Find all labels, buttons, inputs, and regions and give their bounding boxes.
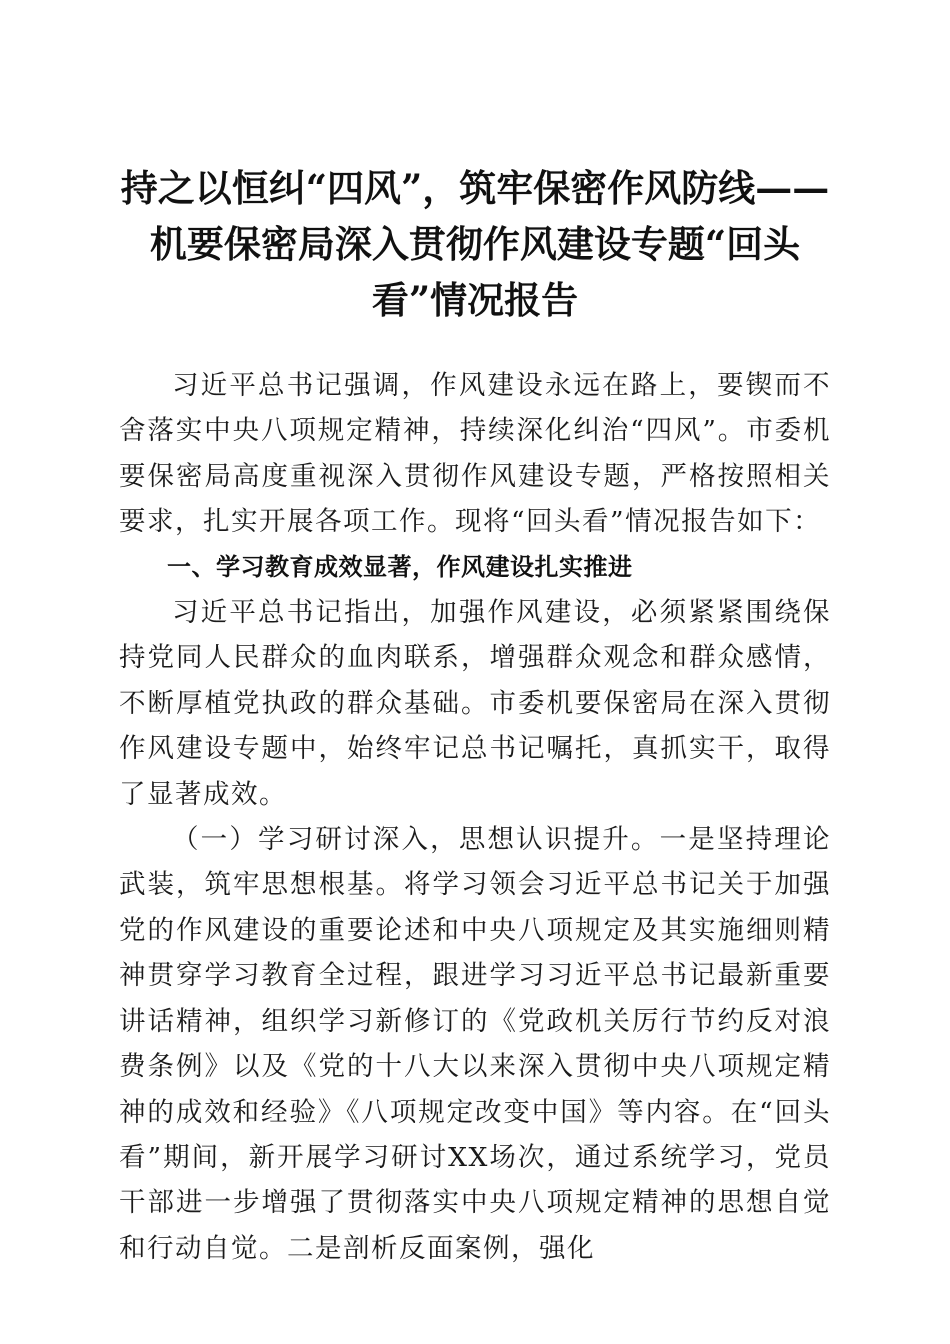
section-1-paragraph: 习近平总书记指出，加强作风建设，必须紧紧围绕保持党同人民群众的血肉联系，增强群众观念和群众感情，不断厚植党执政的群众基础。市委机要保密局在深入贯彻作风建设专题中，始终牢记总书记嘱托，真抓实干，取得了显著成效。 (119, 597, 831, 810)
subsection-1-paragraph: （一）学习研讨深入，思想认识提升。一是坚持理论武装，筑牢思想根基。将学习领会习近平总书记关于加强党的作风建设的重要论述和中央八项规定及其实施细则精神贯穿学习教育全过程，跟进学习习近平总书记最新重要讲话精神，组织学习新修订的《党政机关厉行节约反对浪费条例》以及《党的十八大以来深入贯彻中央八项规定精神的成效和经验》《八项规定改变中国》等内容。在“回头看”期间，新开展学习研讨XX场次，通过系统学习，党员干部进一步增强了贯彻落实中央八项规定精神的思想自觉和行动自觉。二是剖析反面案例，强化 (119, 824, 831, 1264)
title-line-3: 看”情况报告 (371, 278, 579, 322)
title-line-1: 持之以恒纠“四风”，筑牢保密作风防线—— (120, 166, 830, 210)
title-line-2: 机要保密局深入贯彻作风建设专题“回头 (149, 222, 801, 266)
section-heading-1: 一、学习教育成效显著，作风建设扎实推进 (167, 552, 633, 581)
intro-paragraph: 习近平总书记强调，作风建设永远在路上，要锲而不舍落实中央八项规定精神，持续深化纠治“四风”。市委机要保密局高度重视深入贯彻作风建设专题，严格按照相关要求，扎实开展各项工作。现将“回头看”情况报告如下： (119, 370, 831, 538)
document-body (119, 363, 831, 1271)
document-title (110, 160, 840, 328)
